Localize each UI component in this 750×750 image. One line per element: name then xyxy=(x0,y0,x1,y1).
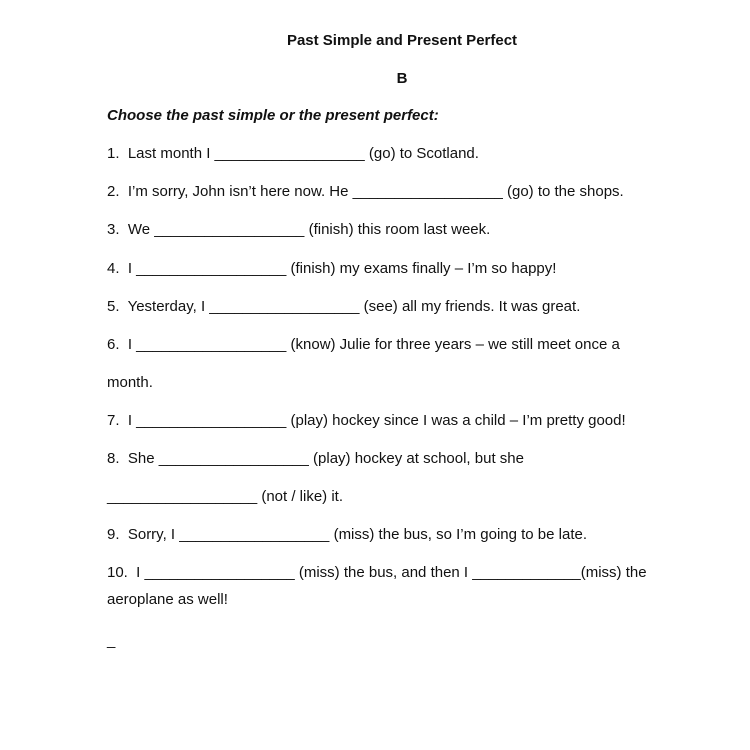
trailing-underscore: _ xyxy=(107,632,116,649)
exercise-line: 4. I __________________ (finish) my exams finally – I’m so happy! xyxy=(107,260,557,277)
page-title: Past Simple and Present Perfect xyxy=(286,32,518,49)
exercise-line: 6. I __________________ (know) Julie for three years – we still meet once a xyxy=(107,336,620,353)
exercise-line-continuation: __________________ (not / like) it. xyxy=(107,488,344,505)
exercise-line: 1. Last month I __________________ (go) to Scotland. xyxy=(107,145,479,162)
exercise-line: 9. Sorry, I __________________ (miss) the bus, so I’m going to be late. xyxy=(107,526,588,543)
exercise-line: 10. I __________________ (miss) the bus, and then I _____________(miss) the xyxy=(107,564,647,581)
exercise-line: 8. She __________________ (play) hockey at school, but she xyxy=(107,450,524,467)
exercise-line-continuation: aeroplane as well! xyxy=(107,591,228,608)
exercise-line-continuation: month. xyxy=(107,374,153,391)
exercise-line: 7. I __________________ (play) hockey since I was a child – I’m pretty good! xyxy=(107,412,626,429)
exercise-line: 2. I’m sorry, John isn’t here now. He __________________ (go) to the shops. xyxy=(107,183,624,200)
exercise-line: 3. We __________________ (finish) this room last week. xyxy=(107,221,491,238)
instruction: Choose the past simple or the present perfect: xyxy=(107,107,439,124)
exercise-line: 5. Yesterday, I __________________ (see) all my friends. It was great. xyxy=(107,298,581,315)
page-subtitle: B xyxy=(396,70,408,87)
